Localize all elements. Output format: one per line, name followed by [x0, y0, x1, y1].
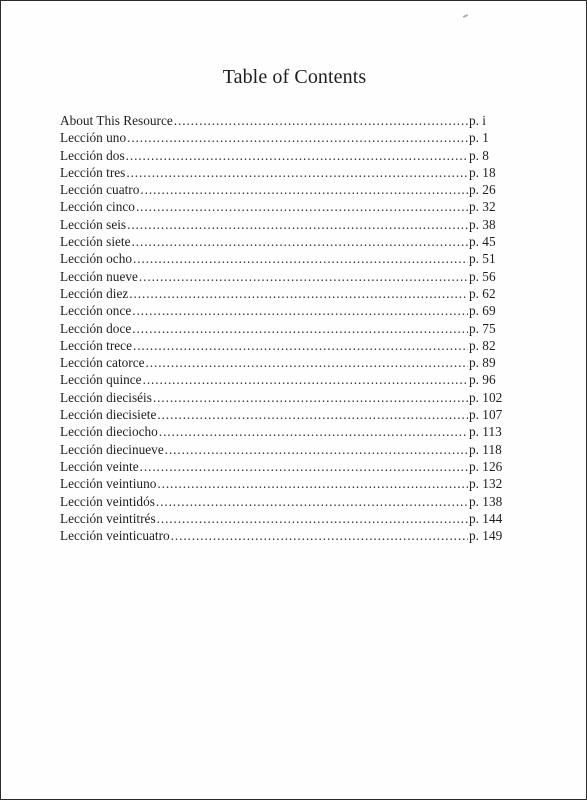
toc-entry — [60, 441, 513, 458]
toc-entry-page-number: p. 118 — [469, 441, 502, 457]
toc-entry — [60, 285, 513, 302]
toc-entry-page-number: p. 8 — [469, 147, 489, 163]
toc-entry-label: Lección veinte — [60, 458, 139, 474]
dot-leader — [127, 216, 468, 233]
toc-entry — [60, 406, 513, 423]
toc-entry — [60, 320, 513, 337]
dot-leader — [139, 268, 468, 285]
toc-entry — [60, 337, 513, 354]
dot-leader — [157, 475, 468, 492]
dot-leader — [143, 371, 468, 388]
dot-leader — [132, 320, 468, 337]
toc-entry-page-number: p. 26 — [469, 182, 496, 198]
toc-entry-label: Lección nueve — [60, 268, 138, 284]
toc-entry-label: Lección cuatro — [60, 182, 140, 198]
toc-entry-label: Lección diecisiete — [60, 407, 157, 423]
toc-entry — [60, 302, 513, 319]
toc-entry — [60, 268, 513, 285]
dot-leader — [146, 354, 468, 371]
toc-entry-page-number: p. 132 — [469, 476, 503, 492]
toc-entry — [60, 493, 513, 510]
toc-entry — [60, 458, 513, 475]
page-title: Table of Contents — [222, 66, 367, 88]
dot-leader — [127, 129, 468, 146]
toc-entry — [60, 129, 513, 146]
toc-entry-label: Lección ocho — [60, 251, 132, 267]
toc-entry-page-number: p. 56 — [469, 268, 496, 284]
toc-entry-label: Lección cinco — [60, 199, 135, 215]
toc-entry-page-number: p. 69 — [469, 303, 496, 319]
toc-entry-page-number: p. 126 — [469, 458, 503, 474]
toc-entry-page-number: p. 107 — [469, 407, 503, 423]
table-of-contents — [60, 112, 513, 544]
dot-leader — [136, 198, 468, 215]
toc-entry-page-number: p. 89 — [469, 355, 496, 371]
dot-leader — [126, 147, 468, 164]
toc-entry-label: Lección tres — [60, 164, 126, 180]
toc-entry-page-number: p. i — [469, 113, 486, 128]
toc-entry-page-number: p. 18 — [469, 164, 496, 180]
toc-entry-label: Lección diecinueve — [60, 441, 164, 457]
toc-entry-page-number: p. 96 — [469, 372, 496, 388]
toc-entry — [60, 423, 513, 440]
toc-entry — [60, 250, 513, 267]
toc-entry — [60, 475, 513, 492]
toc-entry-page-number: p. 75 — [469, 320, 496, 336]
toc-entry-label: About This Resource — [60, 113, 173, 128]
toc-entry-label: Lección catorce — [60, 355, 145, 371]
toc-entry-page-number: p. 1 — [469, 130, 489, 146]
dot-leader — [153, 389, 468, 406]
toc-entry — [60, 527, 513, 544]
toc-entry-page-number: p. 32 — [469, 199, 496, 215]
toc-entry-page-number: p. 62 — [469, 285, 496, 301]
toc-entry — [60, 181, 513, 198]
toc-entry-label: Lección dieciséis — [60, 389, 152, 405]
toc-entry-label: Lección veintiuno — [60, 476, 157, 492]
toc-entry-label: Lección dos — [60, 147, 125, 163]
scan-mark — [463, 14, 468, 18]
dot-leader — [156, 493, 468, 510]
toc-entry-page-number: p. 102 — [469, 389, 503, 405]
toc-entry-label: Lección siete — [60, 234, 131, 250]
dot-leader — [140, 181, 468, 198]
dot-leader — [126, 164, 468, 181]
toc-entry — [60, 112, 513, 129]
toc-entry-label: Lección quince — [60, 372, 142, 388]
toc-entry-label: Lección seis — [60, 216, 127, 232]
dot-leader — [165, 441, 468, 458]
toc-entry — [60, 354, 513, 371]
toc-entry-label: Lección doce — [60, 320, 132, 336]
toc-entry — [60, 198, 513, 215]
dot-leader — [159, 423, 468, 440]
dot-leader — [129, 285, 468, 302]
dot-leader — [133, 250, 468, 267]
dot-leader — [157, 510, 468, 527]
toc-entry — [60, 510, 513, 527]
toc-entry — [60, 164, 513, 181]
toc-entry-page-number: p. 51 — [469, 251, 496, 267]
toc-entry — [60, 233, 513, 250]
toc-entry-page-number: p. 138 — [469, 493, 503, 509]
toc-entry-page-number: p. 82 — [469, 337, 496, 353]
toc-entry — [60, 389, 513, 406]
toc-entry-label: Lección uno — [60, 130, 127, 146]
toc-entry — [60, 371, 513, 388]
toc-entry-label: Lección dieciocho — [60, 424, 158, 440]
toc-entry-page-number: p. 144 — [469, 510, 503, 526]
toc-entry-label: Lección once — [60, 303, 132, 319]
toc-entry-page-number: p. 149 — [469, 528, 503, 544]
toc-entry-page-number: p. 38 — [469, 216, 496, 232]
toc-entry-page-number: p. 45 — [469, 234, 496, 250]
toc-entry-page-number: p. 113 — [469, 424, 502, 440]
toc-entry — [60, 216, 513, 233]
toc-entry-label: Lección diez — [60, 285, 129, 301]
dot-leader — [174, 112, 468, 129]
dot-leader — [171, 527, 468, 544]
toc-entry-label: Lección veintidós — [60, 493, 155, 509]
dot-leader — [140, 458, 468, 475]
toc-entry-label: Lección veintitrés — [60, 510, 156, 526]
dot-leader — [132, 233, 468, 250]
dot-leader — [133, 337, 468, 354]
toc-entry-label: Lección trece — [60, 337, 132, 353]
dot-leader — [157, 406, 468, 423]
toc-entry-label: Lección veinticuatro — [60, 528, 170, 544]
dot-leader — [132, 302, 468, 319]
toc-entry — [60, 147, 513, 164]
